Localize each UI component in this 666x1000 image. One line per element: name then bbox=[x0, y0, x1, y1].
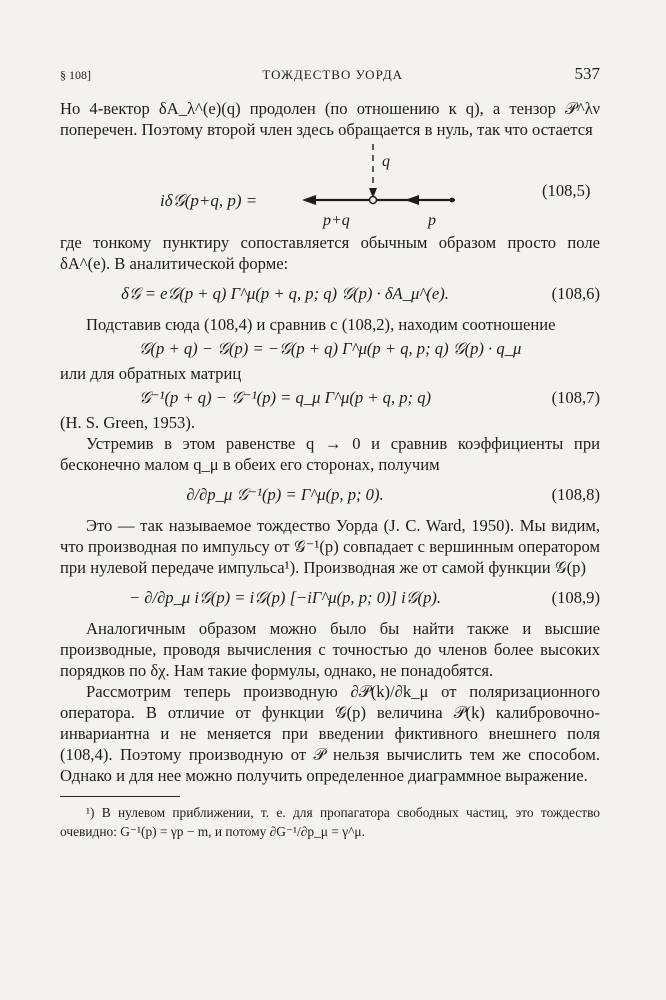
page-number: 537 bbox=[574, 64, 600, 83]
paragraph-3: Подставив сюда (108,4) и сравнив с (108,2), находим соотношение bbox=[86, 315, 556, 334]
paragraph-8: Аналогичным образом можно было бы найти также и высшие производные, проводя вычисления с точностью до членов более высоких порядков по δχ. Нам такие формулы, однако, не понадобятся. bbox=[60, 619, 600, 680]
paragraph-9: Рассмотрим теперь производную ∂𝒫(k)/∂k_μ от поляризационного оператора. В отличие от функции 𝒢(p) величина 𝒫(k) калибровочно-инвариантна и не меняется при введении фиктивного внешнего поля (108,4). Поэтому производную от 𝒫 нельзя вычислить тем же способом. Однако и для нее можно получить определенное диаграммное выражение. bbox=[60, 682, 600, 785]
equation-difference-body: 𝒢(p + q) − 𝒢(p) = −𝒢(p + q) Γ^μ(p + q, p; q) 𝒢(p) · q_μ bbox=[138, 339, 522, 358]
end-dot bbox=[450, 198, 455, 203]
paragraph-5: (H. S. Green, 1953). bbox=[60, 413, 196, 432]
diagram-svg bbox=[60, 140, 600, 232]
paragraph-7: Это — так называемое тождество Уорда (J. C. Ward, 1950). Мы видим, что производная по импульсу от 𝒢⁻¹(p) совпадает с вершинным оператором при нулевой передаче импульса¹). Производная же от самой функции 𝒢(p) bbox=[60, 516, 600, 577]
paragraph-4: или для обратных матриц bbox=[60, 364, 242, 383]
feynman-diagram-108-5 bbox=[60, 140, 600, 232]
equation-108-9 bbox=[60, 584, 600, 612]
vertex-circle bbox=[370, 197, 377, 204]
footnote-rule bbox=[60, 796, 180, 797]
page bbox=[60, 64, 600, 841]
arrow-left-icon bbox=[405, 195, 419, 205]
diagram-lhs: iδ𝒢(p+q, p) = bbox=[160, 191, 258, 210]
section-ref: § 108] bbox=[60, 68, 91, 82]
equation-108-6 bbox=[60, 280, 600, 308]
equation-number-108-6: (108,6) bbox=[551, 284, 600, 303]
equation-number-108-8: (108,8) bbox=[551, 485, 600, 504]
paragraph-1: Но 4-вектор δA_λ^(e)(q) продолен (по отношению к q), а тензор 𝒫^λν поперечен. Поэтому второй член здесь обращается в нуль, так что остается bbox=[60, 99, 600, 139]
paragraph-2: где тонкому пунктиру сопоставляется обычным образом просто поле δA^(e). В аналитической форме: bbox=[60, 233, 600, 273]
running-title: ТОЖДЕСТВО УОРДА bbox=[262, 67, 404, 82]
paragraph-6: Устремив в этом равенстве q → 0 и сравнив коэффициенты при бесконечно малом q_μ в обеих его сторонах, получим bbox=[60, 434, 600, 474]
equation-108-9-body: − ∂/∂p_μ i𝒢(p) = i𝒢(p) [−iΓ^μ(p, p; 0)] i𝒢(p). bbox=[128, 588, 442, 607]
equation-108-8 bbox=[60, 481, 600, 509]
arrow-left-icon bbox=[302, 195, 316, 205]
footnote-1: ¹) В нулевом приближении, т. е. для пропагатора свободных частиц, это тождество очевидно: G⁻¹(p) = γp − m, и потому ∂G⁻¹/∂p_μ = γ^μ. bbox=[60, 805, 600, 839]
label-q: q bbox=[382, 153, 390, 170]
equation-number-108-7: (108,7) bbox=[551, 388, 600, 407]
equation-108-7 bbox=[60, 384, 600, 412]
equation-108-6-body: δ𝒢 = e𝒢(p + q) Γ^μ(p + q, p; q) 𝒢(p) · δA_μ^(e). bbox=[121, 284, 449, 303]
equation-108-7-body: 𝒢⁻¹(p + q) − 𝒢⁻¹(p) = q_μ Γ^μ(p + q, p; q) bbox=[138, 388, 432, 407]
label-p: p bbox=[428, 212, 436, 229]
equation-108-8-body: ∂/∂p_μ 𝒢⁻¹(p) = Γ^μ(p, p; 0). bbox=[186, 485, 384, 504]
equation-number-108-5: (108,5) bbox=[542, 181, 591, 200]
label-p-plus-q: p+q bbox=[323, 212, 350, 229]
equation-number-108-9: (108,9) bbox=[551, 588, 600, 607]
equation-difference bbox=[60, 335, 600, 363]
page-header bbox=[60, 64, 600, 98]
